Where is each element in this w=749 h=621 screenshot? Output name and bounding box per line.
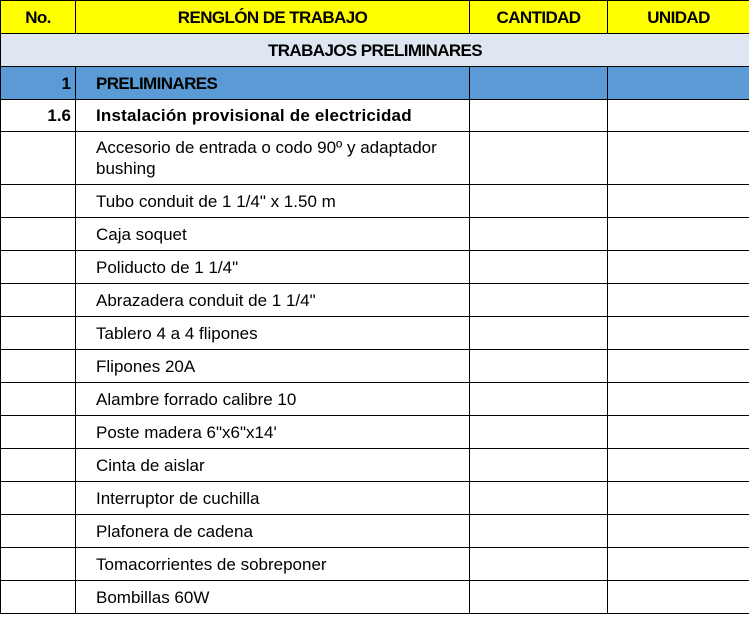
subgroup-row	[1, 100, 749, 132]
group-row	[1, 67, 749, 100]
item-label: Caja soquet	[76, 218, 470, 251]
item-label: Poliducto de 1 1/4"	[76, 251, 470, 284]
item-number-cell	[1, 581, 76, 614]
item-unidad-cell	[608, 383, 749, 416]
item-cantidad-cell	[470, 383, 608, 416]
subgroup-number: 1.6	[1, 100, 76, 132]
header-no: No.	[1, 1, 76, 34]
table-row	[1, 185, 749, 218]
item-cantidad-cell	[470, 581, 608, 614]
table-row	[1, 284, 749, 317]
section-title: TRABAJOS PRELIMINARES	[1, 34, 749, 67]
table-row	[1, 251, 749, 284]
item-cantidad-cell	[470, 284, 608, 317]
item-cantidad-cell	[470, 482, 608, 515]
item-number-cell	[1, 251, 76, 284]
header-row	[1, 1, 749, 34]
table-row	[1, 416, 749, 449]
item-cantidad-cell	[470, 350, 608, 383]
table-row	[1, 317, 749, 350]
item-label: Tablero 4 a 4 flipones	[76, 317, 470, 350]
item-unidad-cell	[608, 581, 749, 614]
item-unidad-cell	[608, 548, 749, 581]
item-cantidad-cell	[470, 449, 608, 482]
table-row	[1, 218, 749, 251]
table-row	[1, 482, 749, 515]
item-number-cell	[1, 416, 76, 449]
item-unidad-cell	[608, 132, 749, 185]
item-number-cell	[1, 350, 76, 383]
item-number-cell	[1, 449, 76, 482]
item-label: Flipones 20A	[76, 350, 470, 383]
item-label: Alambre forrado calibre 10	[76, 383, 470, 416]
item-unidad-cell	[608, 317, 749, 350]
item-cantidad-cell	[470, 416, 608, 449]
item-unidad-cell	[608, 218, 749, 251]
table-row	[1, 548, 749, 581]
section-row	[1, 34, 749, 67]
item-unidad-cell	[608, 251, 749, 284]
item-cantidad-cell	[470, 317, 608, 350]
header-unidad: UNIDAD	[608, 1, 749, 34]
item-label: Poste madera 6"x6"x14'	[76, 416, 470, 449]
item-number-cell	[1, 218, 76, 251]
item-label: Interruptor de cuchilla	[76, 482, 470, 515]
subgroup-label: Instalación provisional de electricidad	[76, 100, 470, 132]
item-unidad-cell	[608, 284, 749, 317]
item-number-cell	[1, 317, 76, 350]
subgroup-cantidad-cell	[470, 100, 608, 132]
group-cantidad-cell	[470, 67, 608, 100]
item-number-cell	[1, 383, 76, 416]
item-number-cell	[1, 515, 76, 548]
item-unidad-cell	[608, 515, 749, 548]
item-label: Tomacorrientes de sobreponer	[76, 548, 470, 581]
item-number-cell	[1, 548, 76, 581]
item-label: Bombillas 60W	[76, 581, 470, 614]
group-number: 1	[1, 67, 76, 100]
header-renglon: RENGLÓN DE TRABAJO	[76, 1, 470, 34]
table-row	[1, 383, 749, 416]
item-unidad-cell	[608, 449, 749, 482]
item-unidad-cell	[608, 185, 749, 218]
group-label: PRELIMINARES	[76, 67, 470, 100]
table-row	[1, 132, 749, 185]
item-label: Cinta de aislar	[76, 449, 470, 482]
item-label: Abrazadera conduit de 1 1/4"	[76, 284, 470, 317]
group-unidad-cell	[608, 67, 749, 100]
item-number-cell	[1, 482, 76, 515]
item-unidad-cell	[608, 416, 749, 449]
item-number-cell	[1, 185, 76, 218]
item-cantidad-cell	[470, 548, 608, 581]
table-row	[1, 350, 749, 383]
subgroup-unidad-cell	[608, 100, 749, 132]
item-label: Accesorio de entrada o codo 90º y adaptador bushing	[76, 132, 470, 185]
item-unidad-cell	[608, 482, 749, 515]
header-cantidad: CANTIDAD	[470, 1, 608, 34]
table-row	[1, 515, 749, 548]
item-unidad-cell	[608, 350, 749, 383]
item-number-cell	[1, 132, 76, 185]
item-cantidad-cell	[470, 132, 608, 185]
item-cantidad-cell	[470, 515, 608, 548]
item-label: Plafonera de cadena	[76, 515, 470, 548]
item-label: Tubo conduit de 1 1/4" x 1.50 m	[76, 185, 470, 218]
table-row	[1, 449, 749, 482]
item-cantidad-cell	[470, 251, 608, 284]
item-cantidad-cell	[470, 218, 608, 251]
item-cantidad-cell	[470, 185, 608, 218]
table-row	[1, 581, 749, 614]
item-number-cell	[1, 284, 76, 317]
